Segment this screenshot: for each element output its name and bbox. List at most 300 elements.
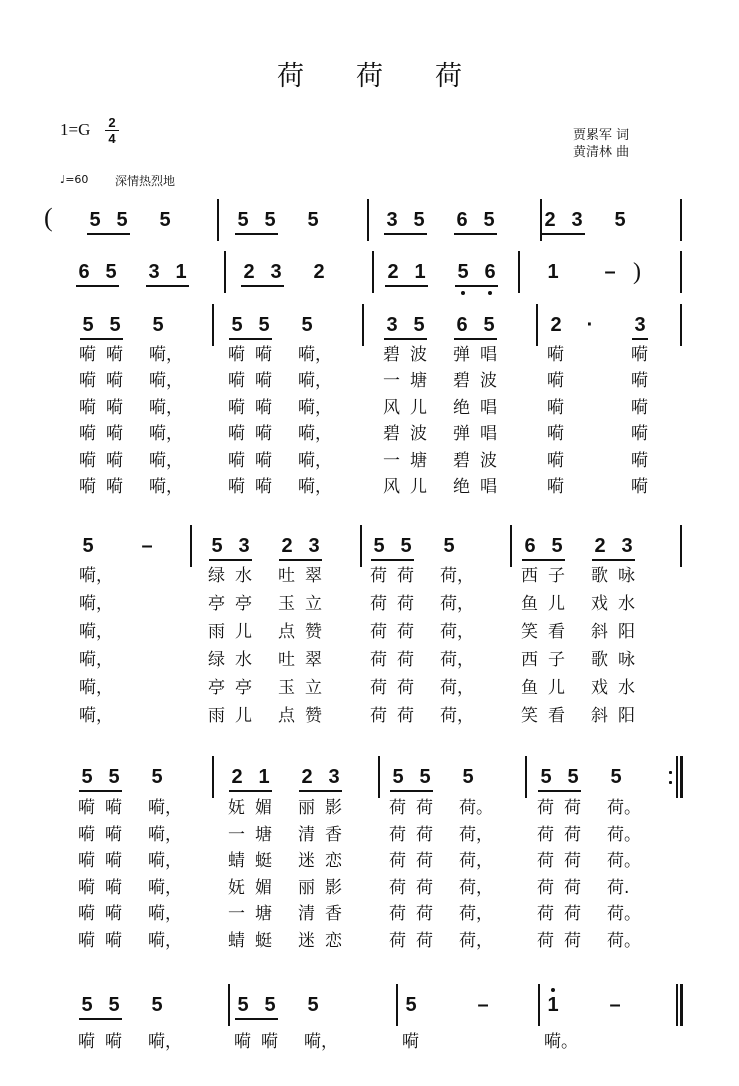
lyric-syllable: 嗬， [298,371,332,392]
lyric-syllable: 荷 [537,904,554,924]
lyric-syllable: 嗬 [105,1032,122,1052]
bar-line [680,199,682,241]
note: 5 [405,994,417,1016]
lyric-syllable: 一 [383,371,400,392]
lyric-syllable: 嗬， [148,930,182,951]
lyric-syllable: 嗬， [298,450,332,471]
note: 5 [151,766,163,788]
note: 5 [264,209,276,231]
repeat-sign-dot [669,781,672,784]
lyric-syllable: 阳 [618,706,635,726]
lyric-syllable: 嗬 [402,1032,419,1052]
lyric-syllable: 斜 [591,622,608,642]
lyric-syllable: 嗬 [105,904,122,924]
note: 5 [105,261,117,283]
lyric-syllable: 嗬 [79,477,96,497]
lyric-syllable: 妩 [228,877,245,898]
lyric-syllable: 嗬， [148,1032,182,1052]
note: 1 [414,261,426,283]
lyric-syllable: 鱼 [521,594,538,614]
note: 2 [281,535,293,557]
note: 5 [81,766,93,788]
lyric-syllable: 看 [548,622,565,642]
lyric-syllable: 荷 [397,706,414,726]
lyric-syllable: 影 [325,877,342,898]
lyric-syllable: 清 [298,824,315,845]
lyric-syllable: 丽 [298,798,315,818]
lyric-syllable: 塘 [255,904,272,924]
lyric-syllable: 嗬 [228,371,245,392]
lyric-syllable: 嗬 [106,424,123,445]
lyric-syllable: 嗬 [255,371,272,392]
lyric-syllable: 嗬 [79,371,96,392]
lyric-syllable: 西 [521,650,538,670]
lyric-syllable: 儿 [410,477,427,497]
beam-underline [390,790,433,792]
lyric-syllable: 嗬 [79,345,96,365]
note: 5 [301,314,313,336]
note: 3 [571,209,583,231]
note: 5 [483,209,495,231]
lyric-syllable: 荷. [607,877,630,898]
lyric-syllable: 嗬 [106,450,123,471]
beam-underline [79,790,122,792]
lyric-syllable: 荷 [370,678,387,698]
beam-underline [299,790,342,792]
note: 2 [231,766,243,788]
note: 5 [82,535,94,557]
lyric-syllable: 荷。 [607,824,641,845]
lyric-syllable: 嗬 [255,345,272,365]
lyric-syllable: 嗬， [298,477,332,497]
note: 1 [547,994,559,1016]
lyricist-credit: 贾累军 词 [573,128,630,143]
lyric-syllable: 波 [410,424,427,445]
lyric-syllable: 绿 [208,650,225,670]
lyric-syllable: 荷 [416,798,433,818]
note: 6 [484,261,496,283]
lyric-syllable: 一 [228,904,245,924]
lyric-syllable: 立 [305,678,322,698]
lyric-syllable: 点 [278,622,295,642]
lyric-syllable: 一 [228,824,245,845]
lyric-syllable: 香 [325,824,342,845]
lyric-syllable: 嗬 [547,424,564,445]
bar-line [510,525,512,567]
lyric-syllable: 荷 [564,798,581,818]
note: 2 [243,261,255,283]
beam-underline [235,233,278,235]
lyric-syllable: 赞 [305,622,322,642]
lyric-syllable: 碧 [453,450,470,471]
note: 5 [614,209,626,231]
lyric-syllable: 翠 [305,566,322,586]
note: 5 [81,994,93,1016]
lyric-syllable: 嗬， [149,424,183,445]
lyric-syllable: 嗬 [105,798,122,818]
bar-line [367,199,369,241]
note: 5 [82,314,94,336]
lyric-syllable: 波 [410,345,427,365]
note: 5 [231,314,243,336]
lyric-syllable: 迷 [298,930,315,951]
lyric-syllable: 荷 [370,566,387,586]
lyric-syllable: 荷， [440,706,474,726]
lyric-syllable: 绝 [453,477,470,497]
lyric-syllable: 绿 [208,566,225,586]
high-octave-dot [551,988,555,992]
lyric-syllable: 儿 [235,706,252,726]
note: 5 [159,209,171,231]
note: 3 [621,535,633,557]
lyric-syllable: 嗬 [255,477,272,497]
bar-line [362,304,364,346]
final-bar-line [680,984,683,1026]
note: 6 [78,261,90,283]
lyric-syllable: 咏 [618,566,635,586]
lyric-syllable: 风 [383,397,400,418]
note: 5 [237,209,249,231]
lyric-syllable: 嗬， [79,650,113,670]
beam-underline [146,285,189,287]
note: 5 [258,314,270,336]
lyric-syllable: 荷 [564,824,581,845]
note: 1 [547,261,559,283]
dash-extension: – [141,535,153,557]
lyric-syllable: 鱼 [521,678,538,698]
lyric-syllable: 媚 [255,877,272,898]
lyric-syllable: 嗬， [149,371,183,392]
lyric-syllable: 荷， [440,622,474,642]
note: 5 [89,209,101,231]
lyric-syllable: 荷， [459,904,493,924]
lyric-syllable: 嗬 [234,1032,251,1052]
bar-line [525,756,527,798]
lyric-syllable: 荷， [440,594,474,614]
lyric-syllable: 荷 [564,851,581,871]
lyric-syllable: 荷， [459,824,493,845]
lyric-syllable: 嗬 [105,824,122,845]
lyric-syllable: 吐 [278,566,295,586]
key-signature: 1=G [60,120,91,139]
lyric-syllable: 亭 [235,678,252,698]
lyric-syllable: 荷 [397,622,414,642]
beam-underline [385,285,428,287]
lyric-syllable: 荷， [440,650,474,670]
note: 5 [116,209,128,231]
lyric-syllable: 嗬， [79,706,113,726]
lyric-syllable: 嗬， [148,824,182,845]
lyric-syllable: 蜻 [228,930,245,951]
lyric-syllable: 嗬 [547,450,564,471]
note: 3 [386,209,398,231]
beam-underline [522,559,565,561]
lyric-syllable: 荷 [370,622,387,642]
lyric-syllable: 水 [618,594,635,614]
note: 5 [443,535,455,557]
lyric-syllable: 玉 [278,678,295,698]
lyric-syllable: 嗬 [78,1032,95,1052]
lyric-syllable: 亭 [208,678,225,698]
note: 5 [610,766,622,788]
lyric-syllable: 荷。 [607,851,641,871]
note: 5 [392,766,404,788]
dash-extension: – [609,994,621,1016]
note: 2 [313,261,325,283]
beam-underline [279,559,322,561]
lyric-syllable: 雨 [208,706,225,726]
lyric-syllable: 亭 [208,594,225,614]
open-parenthesis: ( [44,203,53,232]
bar-line [212,304,214,346]
note: 5 [109,314,121,336]
dash-extension: – [604,261,616,283]
lyric-syllable: 荷 [416,824,433,845]
bar-line [538,984,540,1026]
lyric-syllable: 碧 [383,424,400,445]
lyric-syllable: 嗬 [547,371,564,392]
note: 5 [413,209,425,231]
lyric-syllable: 嗬， [298,424,332,445]
lyric-syllable: 嗬， [148,904,182,924]
lyric-syllable: 嗬 [547,397,564,418]
bar-line [676,984,678,1026]
song-title: 荷荷荷 [277,61,514,92]
lyric-syllable: 阳 [618,622,635,642]
lyric-syllable: 弹 [453,345,470,365]
beam-underline [371,559,414,561]
time-numerator: 2 [108,115,116,130]
lyric-syllable: 嗬 [79,450,96,471]
lyric-syllable: 荷， [459,930,493,951]
lyric-syllable: 荷 [397,678,414,698]
lyric-syllable: 清 [298,904,315,924]
bar-line [396,984,398,1026]
lyric-syllable: 荷 [537,824,554,845]
lyric-syllable: 荷 [416,851,433,871]
note: 1 [175,261,187,283]
lyric-syllable: 嗬 [255,397,272,418]
lyric-syllable: 荷， [459,851,493,871]
lyric-syllable: 嗬， [148,877,182,898]
lyric-syllable: 荷， [440,566,474,586]
lyric-syllable: 嗬。 [544,1032,578,1052]
lyric-syllable: 荷。 [607,930,641,951]
bar-line [540,199,542,241]
lyric-syllable: 荷 [389,851,406,871]
composer-credit: 黄清林 曲 [573,145,630,160]
lyric-syllable: 嗬， [79,622,113,642]
lyric-syllable: 嗬， [149,477,183,497]
bar-line [228,984,230,1026]
note: 5 [108,766,120,788]
dot-extension: · [586,314,594,336]
beam-underline [79,1018,122,1020]
bar-line [680,304,682,346]
note: 3 [386,314,398,336]
lyric-syllable: 戏 [591,678,608,698]
lyric-syllable: 荷 [537,851,554,871]
lyric-syllable: 荷 [397,650,414,670]
bar-line [378,756,380,798]
lyric-syllable: 嗬 [105,930,122,951]
expression-marking: 深情热烈地 [115,174,176,188]
note: 5 [307,994,319,1016]
lyric-syllable: 荷 [389,824,406,845]
lyric-syllable: 波 [480,450,497,471]
lyric-syllable: 荷 [389,930,406,951]
lyric-syllable: 荷， [440,678,474,698]
note: 6 [456,209,468,231]
lyric-syllable: 嗬 [78,877,95,898]
lyric-syllable: 荷 [397,594,414,614]
bar-line [217,199,219,241]
lyric-syllable: 塘 [255,824,272,845]
beam-underline [454,338,497,340]
lyric-syllable: 西 [521,566,538,586]
lyric-syllable: 嗬， [298,397,332,418]
note: 5 [264,994,276,1016]
lyric-syllable: 荷。 [607,904,641,924]
lyric-syllable: 嗬 [547,345,564,365]
lyric-syllable: 笑 [521,706,538,726]
lyric-syllable: 嗬 [261,1032,278,1052]
note: 5 [237,994,249,1016]
lyric-syllable: 嗬 [78,851,95,871]
lyric-syllable: 一 [383,450,400,471]
lyric-syllable: 荷。 [607,798,641,818]
beam-underline [229,790,272,792]
lyric-syllable: 立 [305,594,322,614]
note: 3 [238,535,250,557]
lyric-syllable: 嗬 [631,450,648,471]
lyric-syllable: 嗬 [228,450,245,471]
lyric-syllable: 嗬， [149,450,183,471]
beam-underline [538,790,581,792]
lyric-syllable: 嗬， [79,594,113,614]
lyric-syllable: 嗬 [228,477,245,497]
note: 5 [462,766,474,788]
bar-line [518,251,520,293]
lyric-syllable: 荷 [370,706,387,726]
lyric-syllable: 影 [325,798,342,818]
lyric-syllable: 嗬， [304,1032,338,1052]
note: 5 [540,766,552,788]
note: 5 [483,314,495,336]
note: 5 [151,994,163,1016]
note: 5 [551,535,563,557]
lyric-syllable: 戏 [591,594,608,614]
beam-underline [209,559,252,561]
bar-line [372,251,374,293]
note: 5 [400,535,412,557]
lyric-syllable: 绝 [453,397,470,418]
lyric-syllable: 碧 [383,345,400,365]
lyric-syllable: 波 [480,371,497,392]
lyric-syllable: 嗬 [78,904,95,924]
lyric-syllable: 塘 [410,371,427,392]
lyric-syllable: 嗬 [228,424,245,445]
lyric-syllable: 咏 [618,650,635,670]
lyric-syllable: 子 [548,650,565,670]
lyric-syllable: 嗬 [79,397,96,418]
note: 3 [328,766,340,788]
note: 3 [148,261,160,283]
lyric-syllable: 亭 [235,594,252,614]
lyric-syllable: 嗬 [255,424,272,445]
lyric-syllable: 儿 [410,397,427,418]
time-denominator: 4 [108,131,116,146]
lyric-syllable: 嗬 [631,371,648,392]
lyric-syllable: 嗬 [631,424,648,445]
lyric-syllable: 嗬 [228,397,245,418]
lyric-syllable: 玉 [278,594,295,614]
lyric-syllable: 唱 [480,477,497,497]
lyric-syllable: 恋 [325,851,342,871]
bar-line [212,756,214,798]
lyric-syllable: 弹 [453,424,470,445]
final-bar-line [680,756,683,798]
note: 2 [594,535,606,557]
note: 5 [413,314,425,336]
lyric-syllable: 荷 [389,798,406,818]
lyric-syllable: 嗬 [547,477,564,497]
beam-underline [454,233,497,235]
lyric-syllable: 嗬 [106,477,123,497]
lyric-syllable: 荷， [459,877,493,898]
lyric-syllable: 嗬 [79,424,96,445]
lyric-syllable: 嗬， [79,678,113,698]
lyric-syllable: 嗬 [78,798,95,818]
note: 3 [270,261,282,283]
note: 2 [387,261,399,283]
beam-underline [80,338,123,340]
note: 6 [456,314,468,336]
lyric-syllable: 荷 [564,930,581,951]
lyric-syllable: 嗬， [298,345,332,365]
lyric-syllable: 嗬 [106,345,123,365]
note: 3 [308,535,320,557]
lyric-syllable: 唱 [480,397,497,418]
lyric-syllable: 唱 [480,424,497,445]
lyric-syllable: 妩 [228,798,245,818]
note: 3 [634,314,646,336]
note: 2 [301,766,313,788]
lyric-syllable: 荷 [416,904,433,924]
lyric-syllable: 丽 [298,877,315,898]
lyric-syllable: 荷 [564,904,581,924]
lyric-syllable: 碧 [453,371,470,392]
low-octave-dot [461,291,465,295]
note: 5 [307,209,319,231]
beam-underline [632,338,648,340]
beam-underline [542,233,585,235]
lyric-syllable: 荷 [416,877,433,898]
lyric-syllable: 翠 [305,650,322,670]
lyric-syllable: 迷 [298,851,315,871]
note: 2 [544,209,556,231]
lyric-syllable: 嗬， [148,851,182,871]
note: 5 [457,261,469,283]
lyric-syllable: 歌 [591,650,608,670]
lyric-syllable: 荷 [537,930,554,951]
lyric-syllable: 荷 [370,650,387,670]
lyric-syllable: 荷 [537,877,554,898]
lyric-syllable: 子 [548,566,565,586]
lyric-syllable: 嗬 [105,851,122,871]
note: 2 [550,314,562,336]
bar-line [224,251,226,293]
